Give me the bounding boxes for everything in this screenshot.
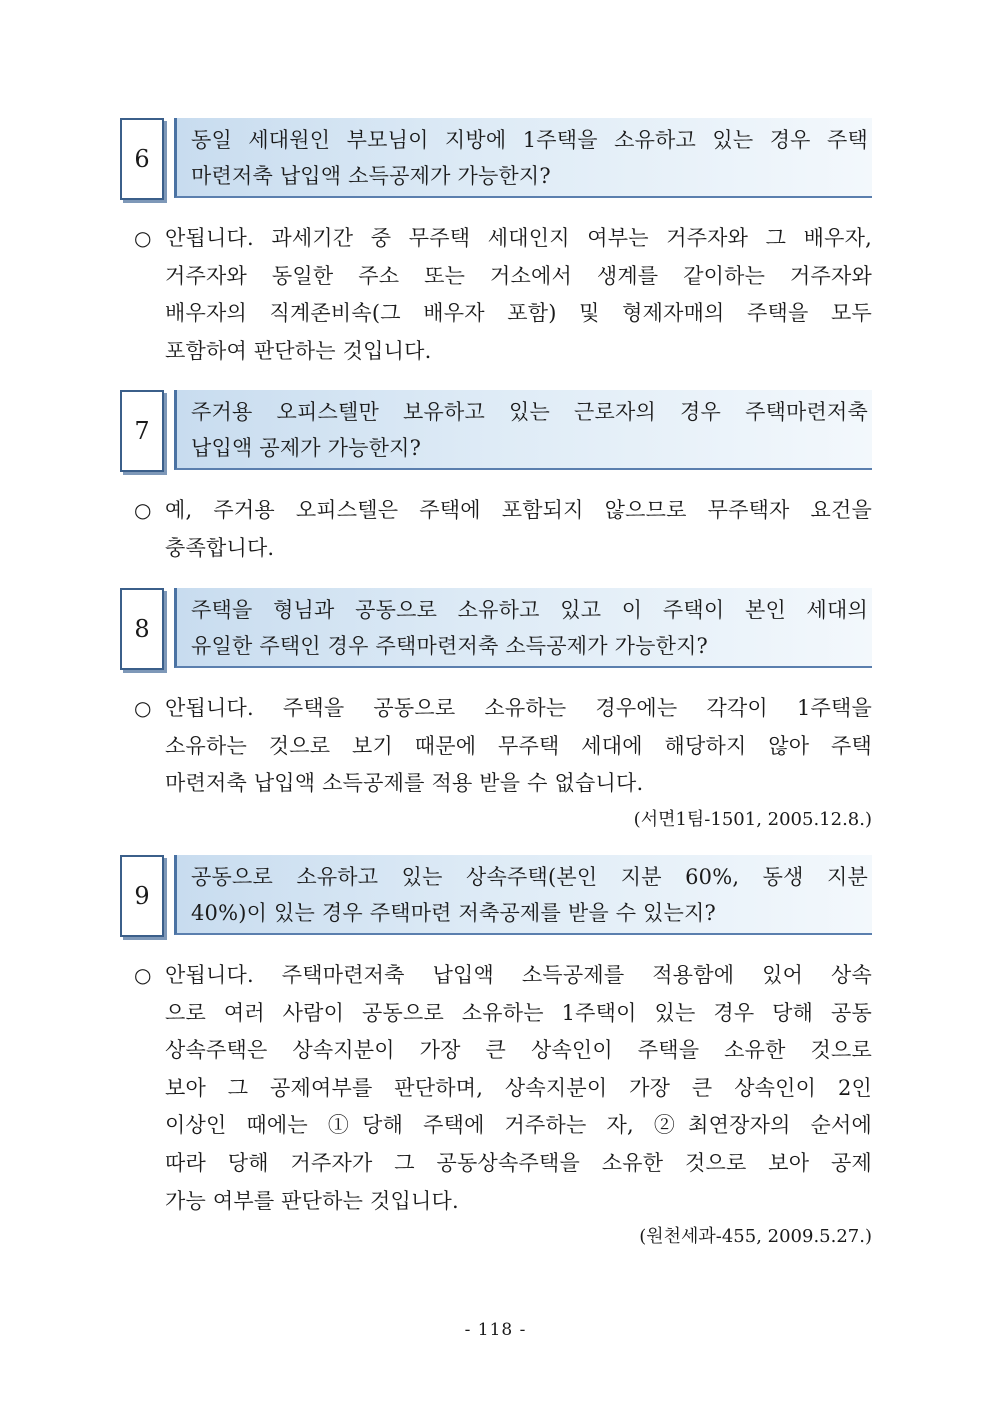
qa-item-7 <box>120 390 872 567</box>
qa-item-8 <box>120 588 872 835</box>
question-number: 8 <box>120 588 164 670</box>
answer-line: 예, 주거용 오피스텔은 주택에 포함되지 않으므로 무주택자 요건을 <box>165 498 872 522</box>
answer-line: 마련저축 납입액 소득공제를 적용 받을 수 없습니다. <box>165 771 644 796</box>
question-line: 공동으로 소유하고 있는 상속주택(본인 지분 60%, 동생 지분 <box>191 865 868 889</box>
answer-block <box>120 690 872 835</box>
question-line: 동일 세대원인 부모님이 지방에 1주택을 소유하고 있는 경우 주택 <box>191 128 868 152</box>
question-line: 40%)이 있는 경우 주택마련 저축공제를 받을 수 있는지? <box>191 901 716 925</box>
question-number: 7 <box>120 390 164 472</box>
question-box <box>174 588 872 668</box>
answer-line: 보아 그 공제여부를 판단하며, 상속지분이 가장 큰 상속인이 2인 <box>165 1075 872 1100</box>
circle-bullet-icon: ○ <box>134 226 152 250</box>
question-line: 납입액 공제가 가능한지? <box>191 436 422 460</box>
circle-bullet-icon: ○ <box>134 498 152 522</box>
answer-line: 가능 여부를 판단하는 것입니다. <box>165 1188 459 1213</box>
answer-line: 포함하여 판단하는 것입니다. <box>165 338 432 363</box>
question-line: 주택을 형님과 공동으로 소유하고 있고 이 주택이 본인 세대의 <box>191 598 868 622</box>
question-box <box>174 855 872 935</box>
answer-line: 안됩니다. 과세기간 중 무주택 세대인지 여부는 거주자와 그 배우자, <box>165 226 872 250</box>
circle-bullet-icon: ○ <box>134 963 152 987</box>
question-line: 주거용 오피스텔만 보유하고 있는 근로자의 경우 주택마련저축 <box>191 400 868 424</box>
question-line: 유일한 주택인 경우 주택마련저축 소득공제가 가능한지? <box>191 634 709 658</box>
answer-line: 배우자의 직계존비속(그 배우자 포함) 및 형제자매의 주택을 모두 <box>165 301 872 326</box>
answer-block <box>120 492 872 567</box>
circle-bullet-icon: ○ <box>134 696 152 720</box>
page-number: - 118 - <box>464 1320 527 1340</box>
answer-block <box>120 957 872 1252</box>
question-header <box>120 588 872 672</box>
question-number: 9 <box>120 855 164 937</box>
qa-item-6 <box>120 118 872 370</box>
qa-item-9 <box>120 855 872 1252</box>
question-box <box>174 118 872 198</box>
answer-line: 이상인 때에는 ①당해 주택에 거주하는 자, ②최연장자의 순서에 <box>165 1113 872 1138</box>
reference-citation: (서면1팀-1501, 2005.12.8.) <box>633 808 872 830</box>
question-line: 마련저축 납입액 소득공제가 가능한지? <box>191 164 551 188</box>
reference-citation: (원천세과-455, 2009.5.27.) <box>639 1226 872 1248</box>
question-header <box>120 390 872 474</box>
answer-block <box>120 220 872 370</box>
answer-line: 안됩니다. 주택마련저축 납입액 소득공제를 적용함에 있어 상속 <box>165 963 872 987</box>
question-box <box>174 390 872 470</box>
answer-line: 상속주택은 상속지분이 가장 큰 상속인이 주택을 소유한 것으로 <box>165 1038 872 1063</box>
answer-line: 충족합니다. <box>165 535 275 560</box>
question-header <box>120 855 872 939</box>
question-number: 6 <box>120 118 164 200</box>
question-header <box>120 118 872 202</box>
answer-line: 으로 여러 사람이 공동으로 소유하는 1주택이 있는 경우 당해 공동 <box>165 1000 872 1025</box>
answer-line: 따라 당해 거주자가 그 공동상속주택을 소유한 것으로 보아 공제 <box>165 1150 872 1175</box>
answer-line: 소유하는 것으로 보기 때문에 무주택 세대에 해당하지 않아 주택 <box>165 733 872 758</box>
answer-line: 거주자와 동일한 주소 또는 거소에서 생계를 같이하는 거주자와 <box>165 263 872 288</box>
answer-line: 안됩니다. 주택을 공동으로 소유하는 경우에는 각각이 1주택을 <box>165 696 872 720</box>
